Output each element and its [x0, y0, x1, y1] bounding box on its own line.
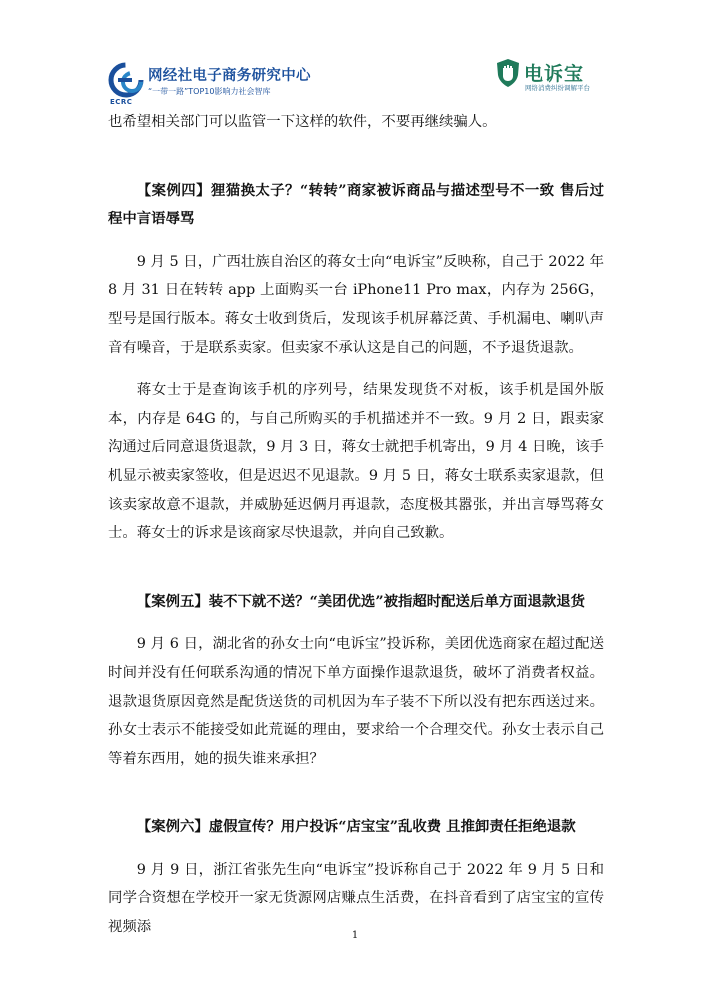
org-tagline: “一带一路”TOP10影响力社会智库 [148, 87, 271, 96]
case-4-paragraph-2: 蒋女士于是查询该手机的序列号，结果发现货不对板，该手机是国外版本，内存是 64G 的，与自己所购买的手机描述并不一致。9 月 2 日，跟卖家沟通过后同意退货退款，9 月 3 日，蒋女士就把手机寄出，9 月 4 日晚，该手机显示被卖家签收，但是迟迟不见退款。9 月 5 日，蒋女士联系卖家退款，但该卖家故意不退款，并威胁延迟俩月再退款，态度极其嚣张，并出言辱骂蒋女士。蒋女士的诉求是该商家尽快退款，并向自己致歉。 [108, 382, 604, 542]
ec-logo-icon [108, 62, 148, 102]
page-number: 1 [351, 930, 359, 941]
case-6-title: 【案例六】虚假宣传？用户投诉“店宝宝”乱收费 且推卸责任拒绝退款 [136, 818, 576, 836]
case-4-paragraph-1: 9 月 5 日，广西壮族自治区的蒋女士向“电诉宝”反映称，自己于 2022 年 8 月 31 日在转转 app 上面购买一台 iPhone11 Pro max，内存为 256G，型号是国行版本。蒋女士收到货后，发现该手机屏幕泛黄、手机漏电、喇叭声音有噪音，于是联系卖家。但卖家不承认这是自己的问题，不予退货退款。 [108, 253, 604, 356]
case-5-paragraph-1: 9 月 6 日，湖北省的孙女士向“电诉宝”投诉称，美团优选商家在超过配送时间并没有任何联系沟通的情况下单方面操作退款退货，破坏了消费者权益。 退款退货原因竟然是配货送货的司机因为车子装不下所以没有把东西送过来。孙女士表示不能接受如此荒诞的理由，要求给一个合理交代。孙女士表示自己等着东西用，她的损失谁来承担？ [108, 636, 604, 767]
case-4-title: 【案例四】狸猫换太子？“转转”商家被诉商品与描述型号不一致 售后过程中言语辱骂 [108, 181, 604, 228]
ecrc-logo [108, 62, 328, 108]
document-body [108, 108, 604, 942]
platform-tagline: 网络消费纠纷调解平台 [525, 84, 590, 92]
shield-fist-icon [496, 58, 520, 88]
page-header [0, 0, 710, 112]
case-6-paragraph-1: 9 月 9 日，浙江省张先生向“电诉宝”投诉称自己于 2022 年 9 月 5 日和同学合资想在学校开一家无货源网店赚点生活费，在抖音看到了店宝宝的宣传视频添 [108, 861, 604, 936]
org-name: 网经社电子商务研究中心 [148, 68, 311, 84]
dianshubao-logo [496, 58, 626, 98]
lead-paragraph: 也希望相关部门可以监管一下这样的软件，不要再继续骗人。 [108, 114, 497, 130]
case-5-title: 【案例五】装不下就不送？“美团优选”被指超时配送后单方面退款退货 [136, 592, 586, 610]
org-abbr: ECRC [110, 98, 133, 106]
platform-name: 电诉宝 [524, 63, 585, 85]
